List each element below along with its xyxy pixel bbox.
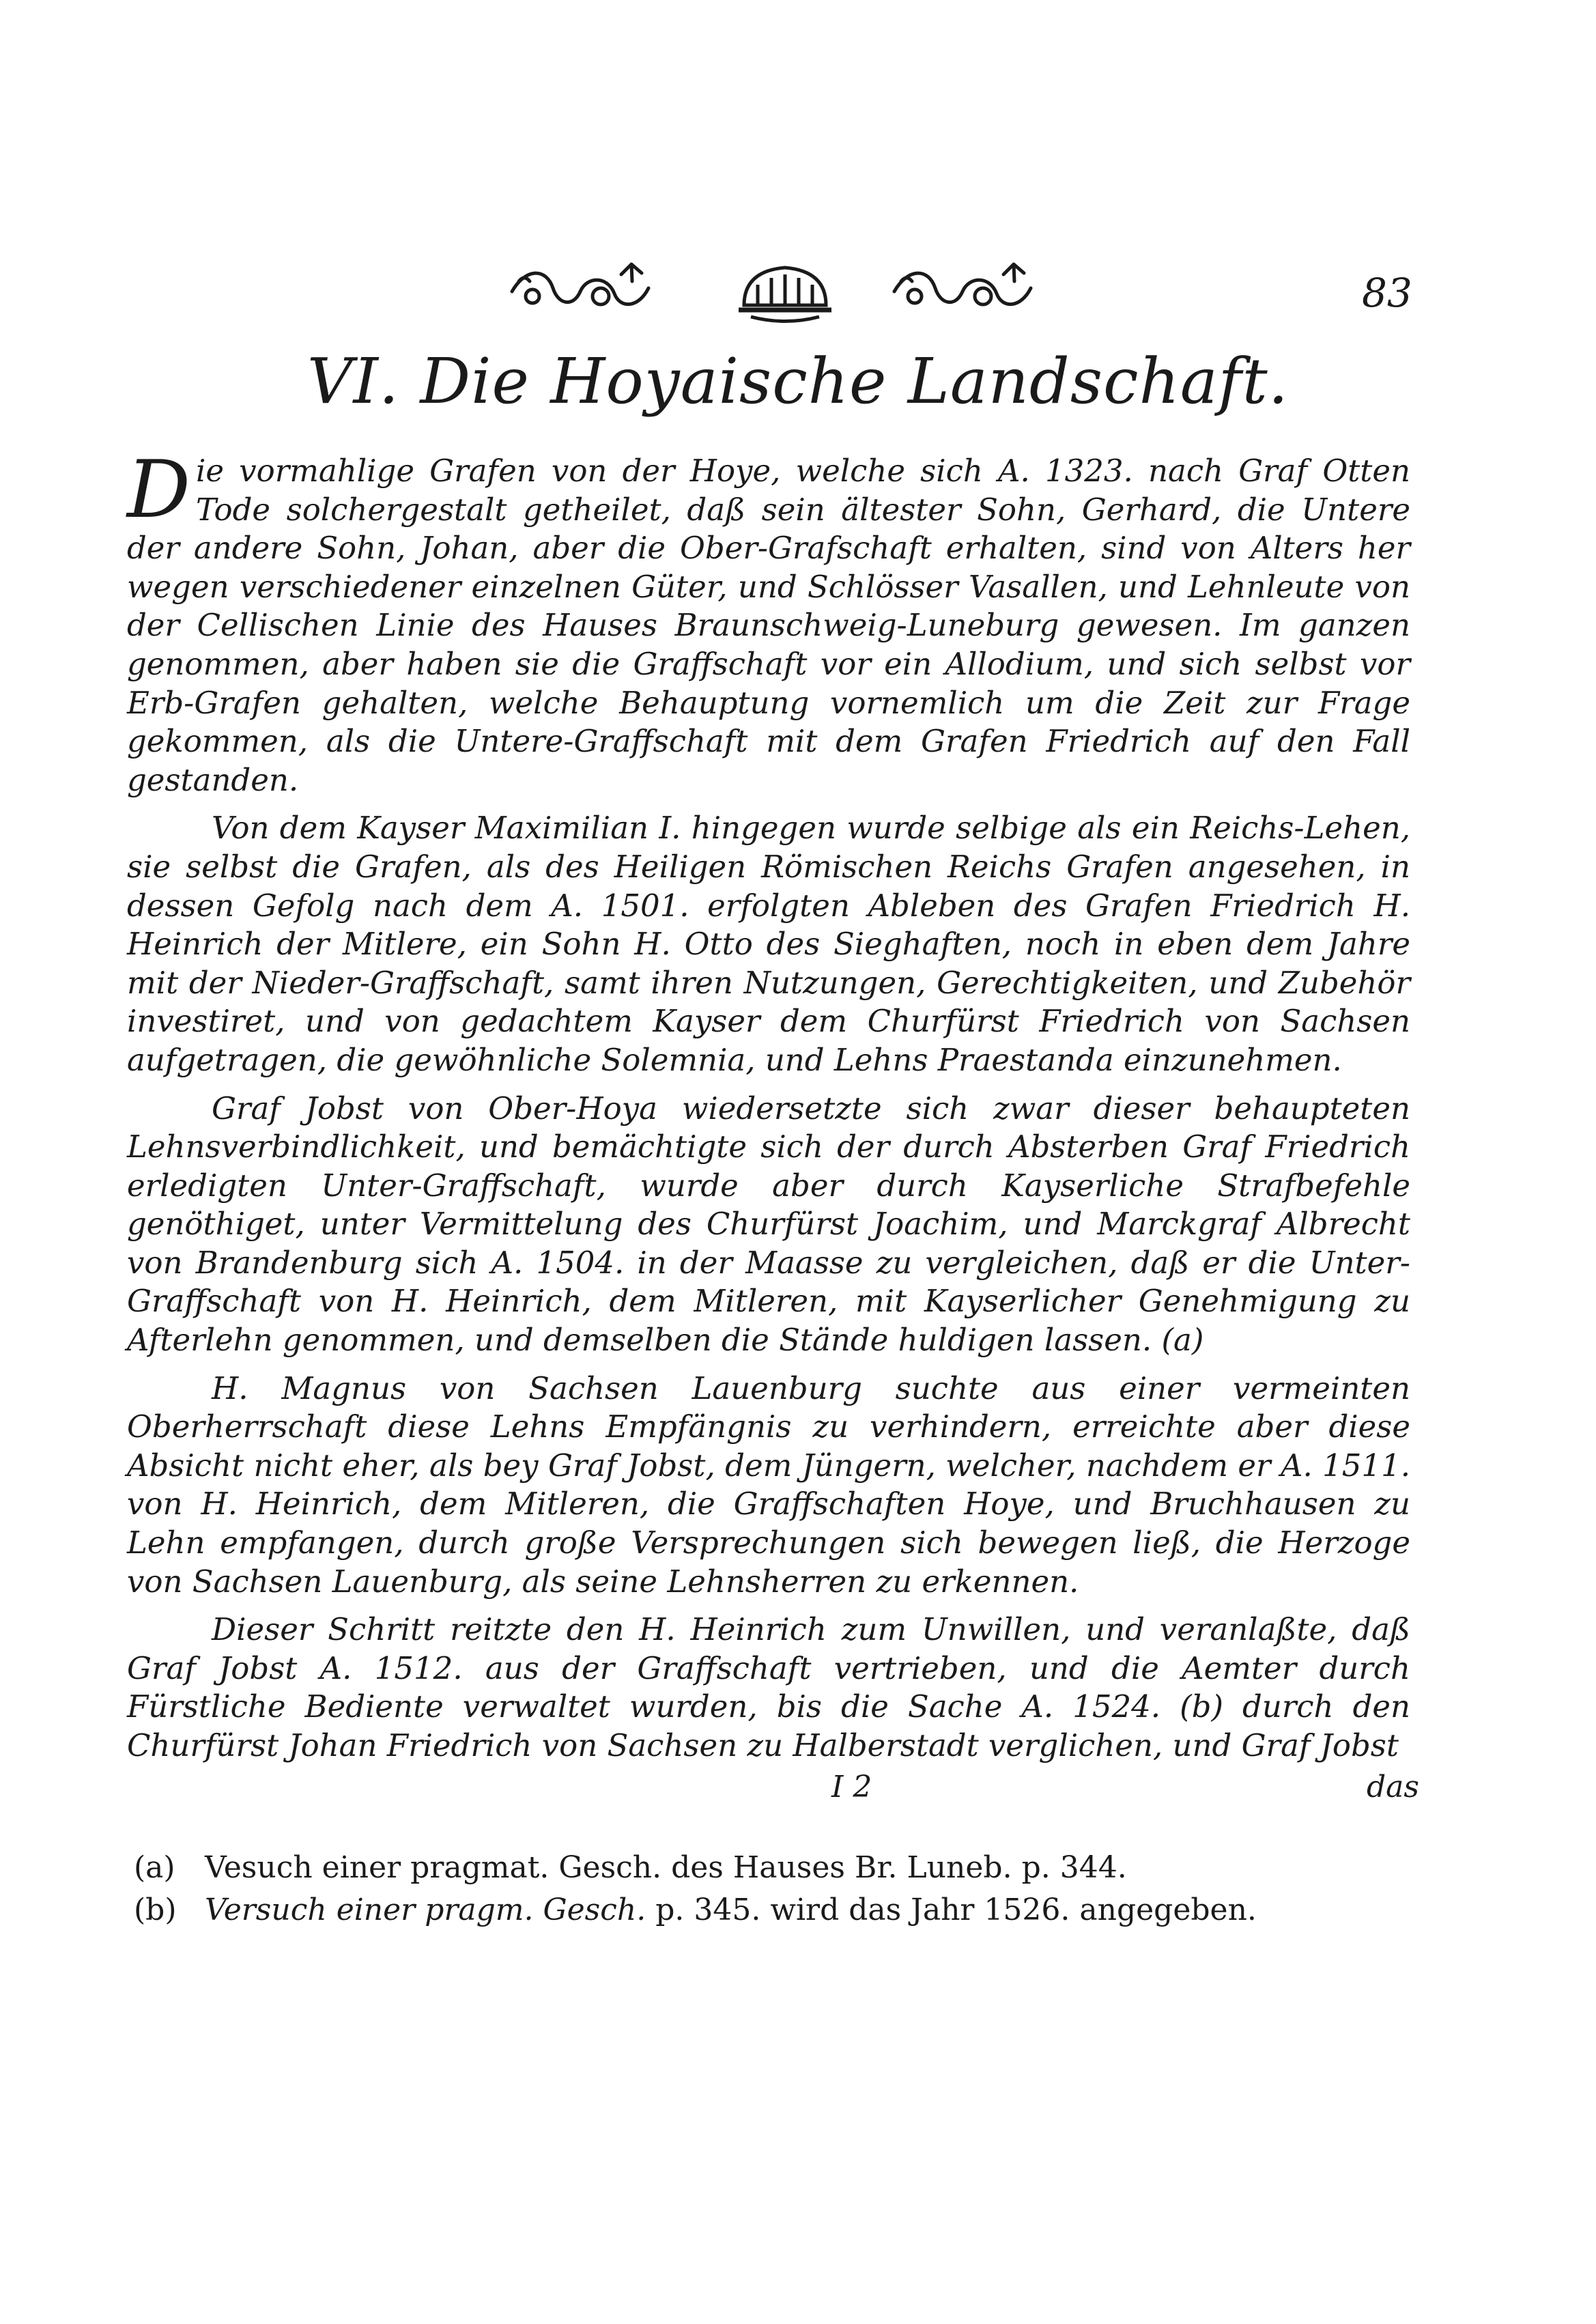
drop-cap: D <box>127 444 191 536</box>
right-ornament-icon <box>887 254 1038 329</box>
footnote-mark: (b) <box>134 1893 177 1927</box>
paragraph-4: H. Magnus von Sachsen Lauenburg suchte aus einer vermeinten Oberherrschaft diese Lehns Empfängnis zu verhindern, erreichte aber diese Absicht nicht eher, als bey Graf Jobst, dem Jüngern, welcher, nachdem er A. 1511. von H. Heinrich, dem Mitleren, die Graffschaften Hoye, und Bruchhausen zu Lehn empfangen, durch große Versprechungen sich bewegen ließ, die Herzoge von Sachsen Lauenburg, als seine Lehnsherren zu erkennen. <box>127 1370 1410 1600</box>
header-ornaments <box>505 254 1065 329</box>
paragraph-1 <box>127 444 1410 799</box>
footnote-a <box>134 1847 1363 1889</box>
left-ornament-icon <box>505 254 655 329</box>
paragraph-text: ie vormahlige Grafen von der Hoye, welche sich A. 1323. nach Graf Otten Tode solchergestalt getheilet, daß sein ältester Sohn, Gerhard, die Untere der andere Sohn, Johan, aber die Ober-Grafschaft erhalten, sind von Alters her wegen verschiedener einzelnen Güter, und Schlösser Vasallen, und Lehnleute von der Cellischen Linie des Hauses Braunschweig-Luneburg gewesen. Im ganzen genommen, aber haben sie die Graffschaft vor ein Allodium, und sich selbst vor Erb-Grafen gehalten, welche Behauptung vornemlich um die Zeit zur Frage gekommen, als die Untere-Graffschaft mit dem Grafen Friedrich auf den Fall gestanden. <box>127 453 1410 798</box>
footnote-text: p. 345. wird das Jahr 1526. angegeben. <box>646 1893 1257 1927</box>
footnote-text: Vesuch einer pragmat. Gesch. des Hauses Br. Luneb. p. 344. <box>205 1850 1127 1885</box>
footnotes <box>134 1847 1363 1931</box>
footnote-b <box>134 1889 1363 1931</box>
chapter-title: VI. Die Hoyaische Landschaft. <box>307 345 1289 418</box>
footnote-italic-text: Versuch einer pragm. Gesch. <box>205 1893 646 1927</box>
paragraph-2: Von dem Kayser Maximilian I. hingegen wurde selbige als ein Reichs-Lehen, sie selbst die Grafen, als des Heiligen Römischen Reichs Grafen angesehen, in dessen Gefolg nach dem A. 1501. erfolgten Ableben des Grafen Friedrich H. Heinrich der Mitlere, ein Sohn H. Otto des Sieghaften, noch in eben dem Jahre mit der Nieder-Graffschaft, samt ihren Nutzungen, Gerechtigkeiten, und Zubehör investiret, und von gedachtem Kayser dem Churfürst Friedrich von Sachsen aufgetragen, die gewöhnliche Solemnia, und Lehns Praestanda einzunehmen. <box>127 810 1410 1078</box>
catchword: das <box>1367 1770 1419 1804</box>
paragraph-3: Graf Jobst von Ober-Hoya wiedersetzte sich zwar dieser behaupteten Lehnsverbindlichkeit, und bemächtigte sich der durch Absterben Graf Friedrich erledigten Unter-Graffschaft, wurde aber durch Kayserliche Strafbefehle genöthiget, unter Vermittelung des Churfürst Joachim, und Marckgraf Albrecht von Brandenburg sich A. 1504. in der Maasse zu vergleichen, daß er die Unter-Graffschaft von H. Heinrich, dem Mitleren, mit Kayserlicher Genehmigung zu Afterlehn genommen, und demselben die Stände huldigen lassen. (a) <box>127 1090 1410 1359</box>
footnote-mark: (a) <box>134 1850 175 1885</box>
page-number: 83 <box>1362 270 1412 316</box>
center-ornament-icon <box>730 254 840 329</box>
body-text <box>127 444 1410 1766</box>
signature-mark: I 2 <box>831 1770 872 1804</box>
paragraph-5: Dieser Schritt reitzte den H. Heinrich zum Unwillen, und veranlaßte, daß Graf Jobst A. 1512. aus der Graffschaft vertrieben, und die Aemter durch Fürstliche Bediente verwaltet wurden, bis die Sache A. 1524. (b) durch den Churfürst Johan Friedrich von Sachsen zu Halberstadt verglichen, und Graf Jobst <box>127 1611 1410 1763</box>
